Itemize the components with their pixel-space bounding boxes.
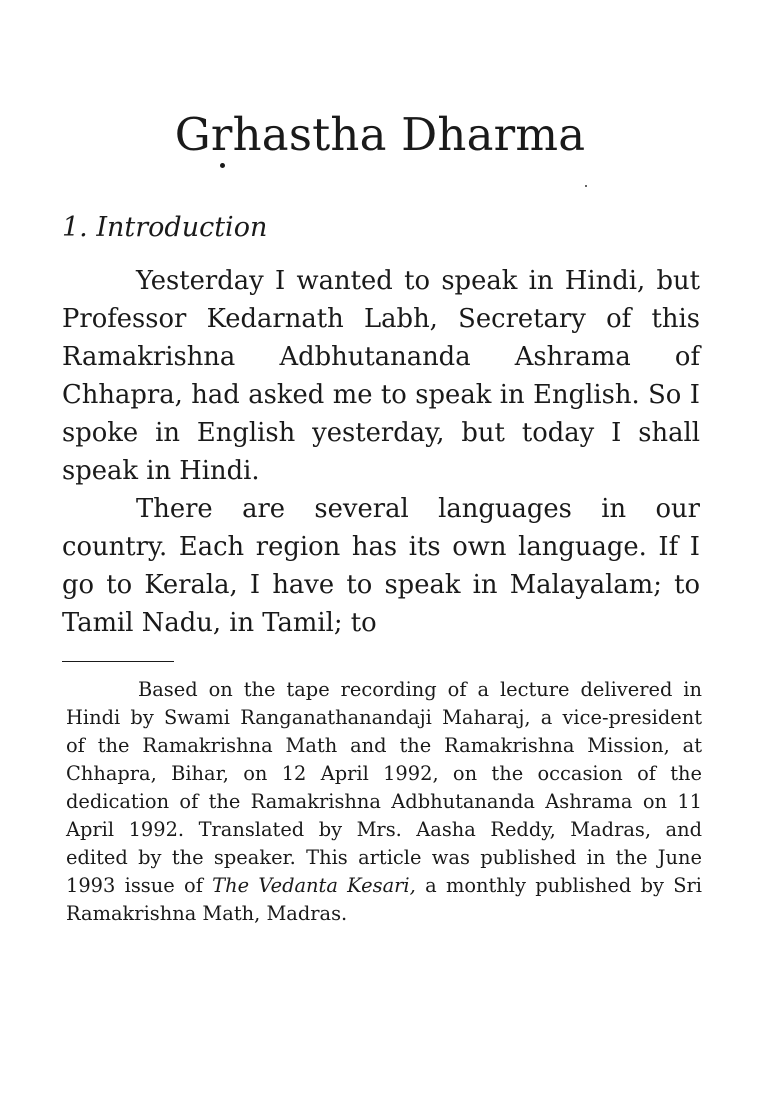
paragraph-2: There are several languages in our country. Each region has its own language. If I go to Kerala, I have to speak in Malayalam; to Tamil Nadu, in Tamil; to [62,494,700,638]
page-title [0,108,760,162]
footnote-journal-title: The Vedanta Kesari, [212,874,416,897]
paragraph-1: Yesterday I wanted to speak in Hindi, but Professor Kedarnath Labh, Secretary of this Ramakrishna Adbhutananda Ashrama of Chhapra, had asked me to speak in English. So I spoke in English yesterday, but today I shall speak in Hindi. [62,266,700,486]
footnote-text-start: Based on the tape recording of a lecture delivered in Hindi by Swami Ranganathanandaji Maharaj, a vice-president of the Ramakrishna Math and the Ramakrishna Mission, at Chhapra, Bihar, on 12 April 1992, on the occasion of the dedication of the Ramakrishna Adbhutananda Ashrama on 11 April 1992. Translated by Mrs. Aasha Reddy, Madras, and edited by the speaker. This article was published in the June 1993 issue of [66,678,702,897]
title-part-start: G [174,108,211,161]
title-part-end: hastha Dharma [232,108,586,161]
print-speck [585,185,587,187]
footnote [66,676,702,928]
section-heading: 1. Introduction [62,212,268,243]
footnote-text-end: a monthly published by Sri Ramakrishna Math, Madras. [66,874,702,925]
body-text [62,262,700,642]
footnote-divider [62,661,174,662]
title-part-dotted-letter: r [210,108,233,161]
